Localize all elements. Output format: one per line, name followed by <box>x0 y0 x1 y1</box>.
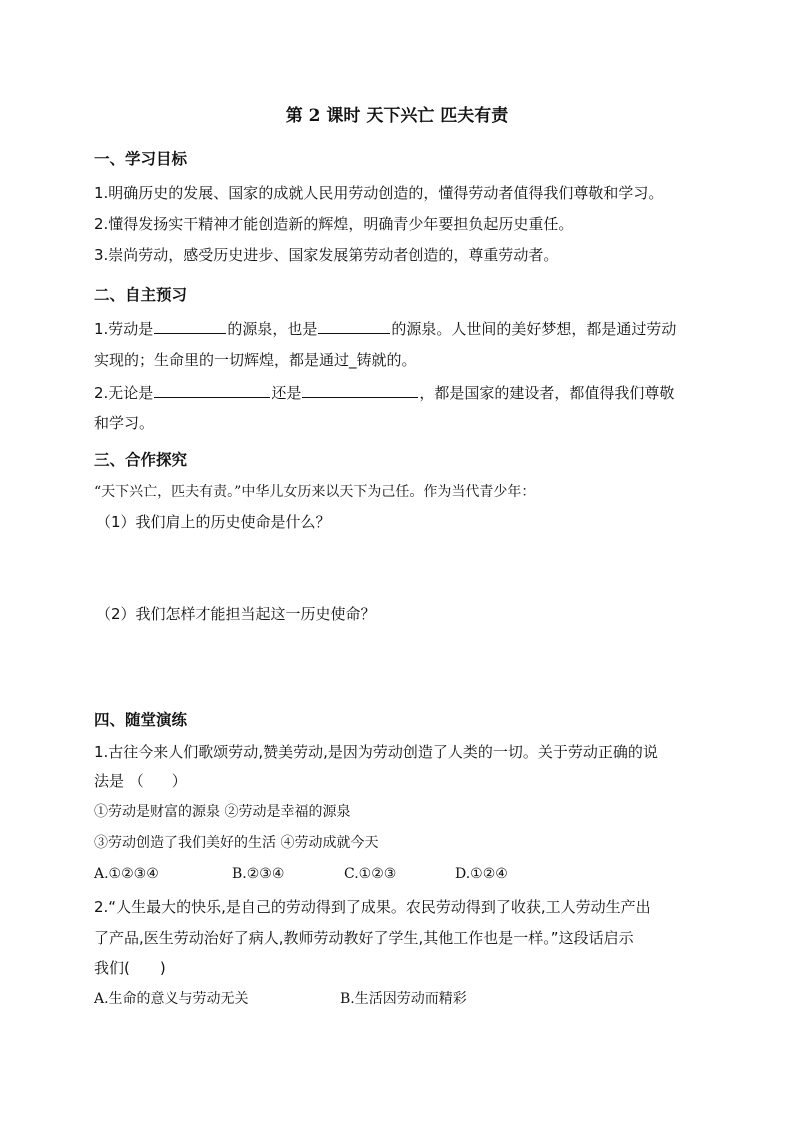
choice-a[interactable]: A.①②③④ <box>94 866 159 882</box>
practice-q1-line <box>94 771 187 791</box>
text-segment: 1.劳动是 <box>94 320 154 338</box>
section-heading-preview: 二、自主预习 <box>94 286 188 304</box>
practice-q1-options: ③劳动创造了我们美好的生活 ④劳动成就今天 <box>94 835 379 851</box>
fill-blank[interactable] <box>154 319 226 334</box>
objective-item: 3.崇尚劳动，感受历史进步、国家发展第劳动者创造的，尊重劳动者。 <box>94 246 559 264</box>
explore-question-1: （1）我们肩上的历史使命是什么？ <box>96 513 331 531</box>
text-segment: ） <box>171 772 187 790</box>
text-segment: 2.无论是 <box>94 384 154 402</box>
practice-q2-line: 2.“人生最大的快乐,是自己的劳动得到了成果。农民劳动得到了收获,工人劳动生产出 <box>94 898 651 916</box>
fill-blank[interactable] <box>154 383 270 398</box>
text-segment: 的源泉，也是 <box>227 320 318 338</box>
text-segment: ，都是国家的建设者，都值得我们尊敬 <box>419 384 675 402</box>
section-heading-objectives: 一、学习目标 <box>94 150 188 168</box>
choice-c[interactable]: C.①②③ <box>344 866 397 882</box>
preview-question-1-cont: 实现的；生命里的一切辉煌，都是通过_铸就的。 <box>94 351 417 369</box>
practice-q1-line: 1.古往今来人们歌颂劳动,赞美劳动,是因为劳动创造了人类的一切。关于劳动正确的说 <box>94 743 658 761</box>
choice-a[interactable]: A.生命的意义与劳动无关 <box>94 991 249 1007</box>
text-segment: 还是 <box>271 384 302 402</box>
text-segment: 法是 （ <box>94 772 144 790</box>
lesson-title: 第 2 课时 天下兴亡 匹夫有责 <box>285 106 509 126</box>
choice-b[interactable]: B.生活因劳动而精彩 <box>340 991 467 1007</box>
preview-question-2 <box>94 383 674 403</box>
choice-b[interactable]: B.②③④ <box>232 866 285 882</box>
choice-d[interactable]: D.①②④ <box>455 866 508 882</box>
practice-q1-options: ①劳动是财富的源泉 ②劳动是幸福的源泉 <box>94 804 351 820</box>
preview-question-1 <box>94 319 676 339</box>
section-heading-explore: 三、合作探究 <box>94 451 188 469</box>
explore-question-2: （2）我们怎样才能担当起这一历史使命？ <box>96 605 376 623</box>
section-heading-practice: 四、随堂演练 <box>94 711 188 729</box>
preview-question-2-cont: 和学习。 <box>94 414 155 432</box>
text-segment: 的源泉。人世间的美好梦想，都是通过劳动 <box>391 320 677 338</box>
objective-item: 2.懂得发扬实干精神才能创造新的辉煌，明确青少年要担负起历史重任。 <box>94 215 574 233</box>
practice-q2-line: 我们( ) <box>94 959 166 977</box>
fill-blank[interactable] <box>318 319 390 334</box>
fill-blank[interactable] <box>302 383 418 398</box>
practice-q2-line: 了产品,医生劳动治好了病人,教师劳动教好了学生,其他工作也是一样。”这段话启示 <box>94 929 634 947</box>
objective-item: 1.明确历史的发展、国家的成就人民用劳动创造的，懂得劳动者值得我们尊敬和学习。 <box>94 184 664 202</box>
quote-text: “天下兴亡，匹夫有责。”中华儿女历来以天下为己任。作为当代青少年： <box>94 484 536 500</box>
